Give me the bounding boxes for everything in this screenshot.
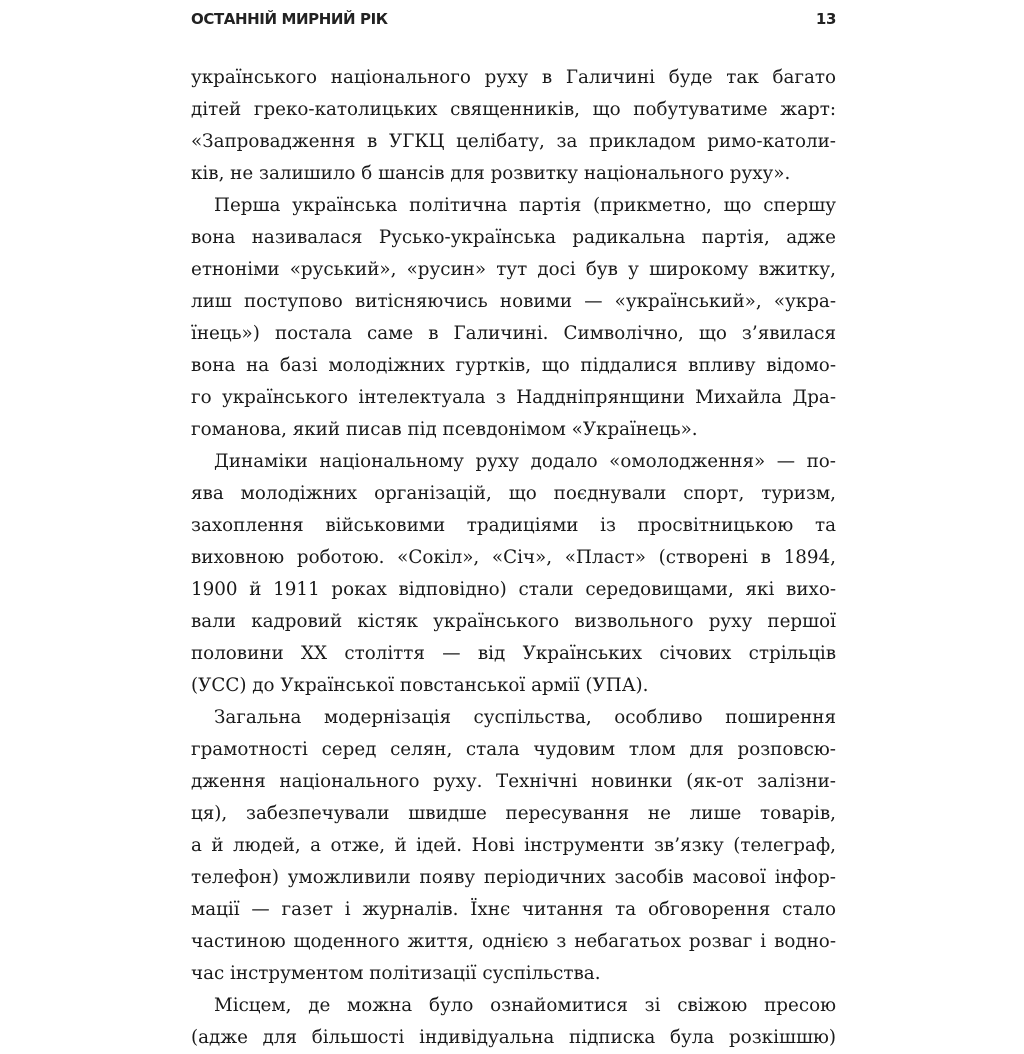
text-line: Загальна модернізація суспільства, особливо поширення (214, 707, 836, 728)
running-head (191, 10, 836, 34)
text-line: дження національного руху. Технічні новинки (як-от залізни- (191, 771, 836, 792)
text-line: Перша українська політична партія (прикметно, що спершу (214, 195, 836, 216)
text-line: половини ХХ століття — від Українських січових стрільців (191, 643, 836, 664)
text-line: Місцем, де можна було ознайомитися зі свіжою пресою (214, 995, 836, 1016)
text-line: дітей греко-католицьких священників, що побутуватиме жарт: (191, 99, 836, 120)
text-line: вали кадровий кістяк українського визвольного руху першої (191, 611, 836, 632)
text-line: українського національного руху в Галичині буде так багато (191, 67, 836, 88)
text-line: гоманова, який писав під псевдонімом «Українець». (191, 419, 698, 440)
text-line: етноніми «руський», «русин» тут досі був у широкому вжитку, (191, 259, 836, 280)
text-line: «Запровадження в УГКЦ целібату, за прикладом римо-католи- (191, 131, 836, 152)
body-text (191, 62, 836, 1054)
text-line: ця), забезпечували швидше пересування не лише товарів, (191, 803, 836, 824)
text-line: а й людей, а отже, й ідей. Нові інструменти зв’язку (телеграф, (191, 835, 836, 856)
text-line: ків, не залишило б шансів для розвитку національного руху». (191, 163, 791, 184)
text-line: грамотності серед селян, стала чудовим тлом для розповсю- (191, 739, 836, 760)
text-line: частиною щоденного життя, однією з небагатьох розваг і водно- (191, 931, 836, 952)
text-line: час інструментом політизації суспільства. (191, 963, 601, 984)
text-line: захоплення військовими традиціями із просвітницькою та (191, 515, 836, 536)
text-line: телефон) уможливили появу періодичних засобів масової інфор- (191, 867, 836, 888)
text-line: Динаміки національному руху додало «омолодження» — по- (214, 451, 836, 472)
text-line: 1900 й 1911 роках відповідно) стали середовищами, які вихо- (191, 579, 836, 600)
chapter-title: ОСТАННІЙ МИРНИЙ РІК (191, 10, 388, 28)
text-line: (адже для більшості індивідуальна підписка була розкішшю) (191, 1027, 836, 1048)
text-line: вона на базі молодіжних гуртків, що піддалися впливу відомо- (191, 355, 836, 376)
text-line: ява молодіжних організацій, що поєднували спорт, туризм, (191, 483, 836, 504)
text-line: вона називалася Русько-українська радикальна партія, адже (191, 227, 836, 248)
text-line: мації — газет і журналів. Їхнє читання та обговорення стало (191, 899, 836, 920)
text-line: виховною роботою. «Сокіл», «Січ», «Пласт» (створені в 1894, (191, 547, 836, 568)
text-line: (УСС) до Української повстанської армії (УПА). (191, 675, 649, 696)
text-line: го українського інтелектуала з Наддніпрянщини Михайла Дра- (191, 387, 836, 408)
page-number: 13 (815, 10, 836, 28)
text-line: лиш поступово витісняючись новими — «український», «укра- (191, 291, 836, 312)
text-line: їнець») постала саме в Галичині. Символічно, що з’явилася (191, 323, 836, 344)
